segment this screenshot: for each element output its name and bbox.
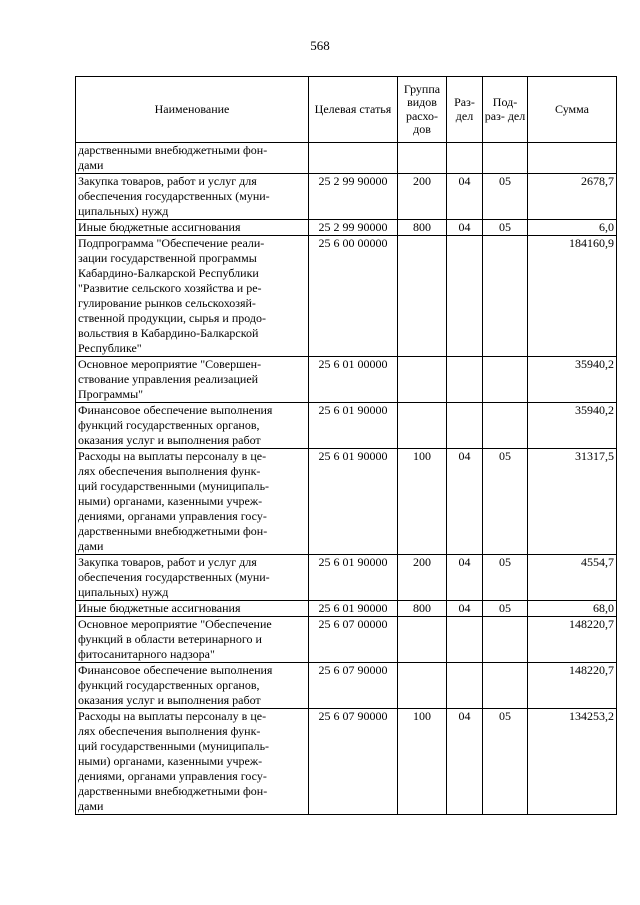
table-row xyxy=(76,143,617,174)
page-number: 568 xyxy=(310,38,330,53)
row-sum: 148220,7 xyxy=(528,617,617,663)
row-expense-group xyxy=(398,403,447,449)
table-row xyxy=(76,709,617,815)
row-name: Иные бюджетные ассигнования xyxy=(76,220,309,236)
row-name: Иные бюджетные ассигнования xyxy=(76,601,309,617)
row-section xyxy=(447,403,483,449)
row-section: 04 xyxy=(447,709,483,815)
table-row xyxy=(76,601,617,617)
row-name: Подпрограмма "Обеспечение реали- зации государственной программы Кабардино-Балкарской Республики "Развитие сельского хозяйства и ре- гулирование рынков сельскохозяй- ственной продукции, сырья и продо- вольствия в Кабардино-Балкарской Республике" xyxy=(76,236,309,357)
row-subsection xyxy=(483,143,528,174)
row-sum: 148220,7 xyxy=(528,663,617,709)
row-section: 04 xyxy=(447,555,483,601)
row-target-code: 25 6 07 90000 xyxy=(309,709,398,815)
row-target-code: 25 6 01 90000 xyxy=(309,449,398,555)
row-target-code: 25 6 00 00000 xyxy=(309,236,398,357)
row-sum: 184160,9 xyxy=(528,236,617,357)
row-name: Закупка товаров, работ и услуг для обеспечения государственных (муни- ципальных) нужд xyxy=(76,174,309,220)
row-section xyxy=(447,357,483,403)
table-row xyxy=(76,236,617,357)
row-subsection xyxy=(483,403,528,449)
row-subsection xyxy=(483,236,528,357)
row-subsection: 05 xyxy=(483,555,528,601)
header-name: Наименование xyxy=(76,77,309,143)
row-name: Финансовое обеспечение выполнения функций государственных органов, оказания услуг и выполнения работ xyxy=(76,403,309,449)
row-expense-group: 800 xyxy=(398,220,447,236)
row-expense-group xyxy=(398,663,447,709)
row-target-code: 25 6 01 90000 xyxy=(309,403,398,449)
row-expense-group: 100 xyxy=(398,709,447,815)
row-expense-group: 200 xyxy=(398,555,447,601)
row-name: Основное мероприятие "Обеспечение функций в области ветеринарного и фитосанитарного надзора" xyxy=(76,617,309,663)
row-section xyxy=(447,663,483,709)
row-name: Основное мероприятие "Совершен- ствование управления реализацией Программы" xyxy=(76,357,309,403)
row-expense-group: 200 xyxy=(398,174,447,220)
header-sum: Сумма xyxy=(528,77,617,143)
row-target-code: 25 6 01 90000 xyxy=(309,555,398,601)
row-sum: 6,0 xyxy=(528,220,617,236)
row-section: 04 xyxy=(447,174,483,220)
header-subsection: Под- раз- дел xyxy=(483,77,528,143)
table-row xyxy=(76,663,617,709)
row-expense-group: 100 xyxy=(398,449,447,555)
row-name: Расходы на выплаты персоналу в це- лях обеспечения выполнения функ- ций государственными (муниципаль- ными) органами, казенными учреж- дениями, органами управления госу- дарственными внебюджетными фон- дами xyxy=(76,449,309,555)
row-subsection xyxy=(483,663,528,709)
row-expense-group xyxy=(398,357,447,403)
table-row xyxy=(76,449,617,555)
row-target-code: 25 6 01 00000 xyxy=(309,357,398,403)
row-section xyxy=(447,236,483,357)
row-section: 04 xyxy=(447,449,483,555)
row-target-code xyxy=(309,143,398,174)
row-sum: 35940,2 xyxy=(528,403,617,449)
table-row xyxy=(76,403,617,449)
table-header xyxy=(76,77,617,143)
header-section: Раз- дел xyxy=(447,77,483,143)
row-sum: 31317,5 xyxy=(528,449,617,555)
row-section xyxy=(447,617,483,663)
row-section: 04 xyxy=(447,220,483,236)
row-sum: 68,0 xyxy=(528,601,617,617)
row-subsection: 05 xyxy=(483,449,528,555)
table-row xyxy=(76,174,617,220)
row-name: дарственными внебюджетными фон- дами xyxy=(76,143,309,174)
row-target-code: 25 2 99 90000 xyxy=(309,174,398,220)
row-subsection: 05 xyxy=(483,174,528,220)
header-group: Группа видов расхо- дов xyxy=(398,77,447,143)
row-sum xyxy=(528,143,617,174)
row-expense-group xyxy=(398,236,447,357)
table-row xyxy=(76,357,617,403)
row-target-code: 25 6 07 00000 xyxy=(309,617,398,663)
row-sum: 35940,2 xyxy=(528,357,617,403)
row-target-code: 25 2 99 90000 xyxy=(309,220,398,236)
row-expense-group: 800 xyxy=(398,601,447,617)
table-row xyxy=(76,617,617,663)
row-expense-group xyxy=(398,617,447,663)
row-name: Расходы на выплаты персоналу в це- лях обеспечения выполнения функ- ций государственными (муниципаль- ными) органами, казенными учреж- дениями, органами управления госу- дарственными внебюджетными фон- дами xyxy=(76,709,309,815)
budget-table xyxy=(75,76,617,815)
row-subsection xyxy=(483,357,528,403)
row-sum: 4554,7 xyxy=(528,555,617,601)
row-target-code: 25 6 01 90000 xyxy=(309,601,398,617)
header-target: Целевая статья xyxy=(309,77,398,143)
row-sum: 2678,7 xyxy=(528,174,617,220)
row-subsection: 05 xyxy=(483,601,528,617)
table-row xyxy=(76,555,617,601)
row-section xyxy=(447,143,483,174)
row-subsection: 05 xyxy=(483,709,528,815)
table-row xyxy=(76,220,617,236)
row-subsection: 05 xyxy=(483,220,528,236)
row-expense-group xyxy=(398,143,447,174)
row-section: 04 xyxy=(447,601,483,617)
row-target-code: 25 6 07 90000 xyxy=(309,663,398,709)
row-name: Финансовое обеспечение выполнения функций государственных органов, оказания услуг и выполнения работ xyxy=(76,663,309,709)
row-subsection xyxy=(483,617,528,663)
row-sum: 134253,2 xyxy=(528,709,617,815)
table-body xyxy=(76,143,617,815)
row-name: Закупка товаров, работ и услуг для обеспечения государственных (муни- ципальных) нужд xyxy=(76,555,309,601)
